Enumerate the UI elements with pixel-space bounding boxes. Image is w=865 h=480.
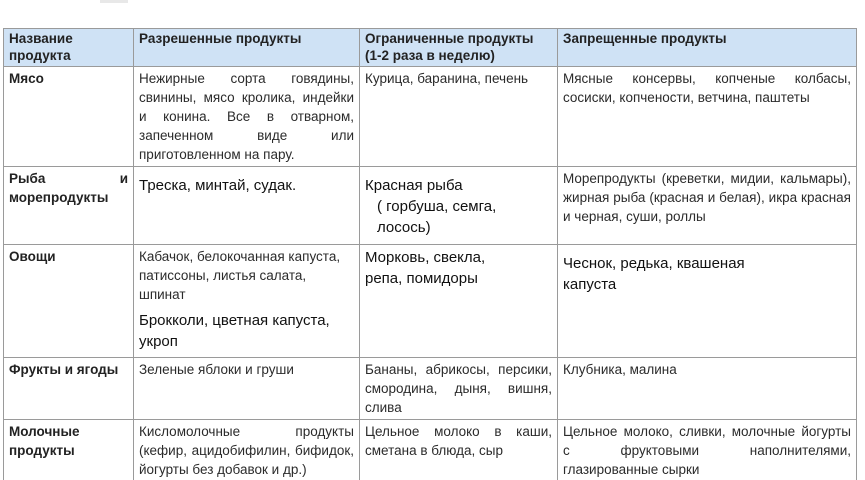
cell-limited-line2: репа, помидоры [365, 270, 478, 287]
cell-limited [360, 167, 558, 245]
header-limited: Ограниченные продукты (1-2 раза в неделю) [360, 29, 558, 67]
cell-name: Фрукты и ягоды [4, 358, 134, 420]
cell-allowed-text: Кабачок, белокочанная капуста, патиссоны, листья салата, шпинат [139, 249, 341, 302]
table-row-fish [4, 167, 857, 245]
cell-forbidden-line2: капуста [563, 276, 617, 293]
cell-forbidden-line1: Чеснок, редька, квашеная [563, 255, 745, 272]
diet-table [3, 28, 857, 480]
cell-forbidden: Клубника, малина [558, 358, 857, 420]
cell-forbidden: Цельное молоко, сливки, молочные йогурты с фруктовыми наполнителями, глазированные сырки [558, 420, 857, 480]
cell-limited [360, 245, 558, 358]
header-allowed: Разрешенные продукты [134, 29, 360, 67]
scan-artifact [100, 0, 128, 3]
cell-forbidden: Морепродукты (креветки, мидии, кальмары), жирная рыба (красная и белая), икра красная и черная, суши, роллы [558, 167, 857, 245]
cell-allowed [134, 245, 360, 358]
cell-limited-line2: ( горбуша, семга, лосось) [377, 198, 497, 236]
cell-name: Рыба и морепродукты [4, 167, 134, 245]
cell-limited: Курица, баранина, печень [360, 67, 558, 167]
header-forbidden: Запрещенные продукты [558, 29, 857, 67]
table-row-fruits [4, 358, 857, 420]
cell-name: Мясо [4, 67, 134, 167]
cell-limited: Цельное молоко в каши, сметана в блюда, сыр [360, 420, 558, 480]
table-row-meat [4, 67, 857, 167]
cell-forbidden: Мясные консервы, копченые колбасы, сосиски, копчености, ветчина, паштеты [558, 67, 857, 167]
cell-allowed [134, 167, 360, 245]
table-row-vegetables [4, 245, 857, 358]
cell-limited-line1: Морковь, свекла, [365, 249, 486, 266]
cell-allowed-extra: Брокколи, цветная капуста, укроп [139, 312, 330, 350]
cell-allowed: Зеленые яблоки и груши [134, 358, 360, 420]
cell-limited-line1: Красная рыба [365, 177, 463, 194]
cell-allowed: Кисломолочные продукты (кефир, ацидобифилин, бифидок, йогурты без добавок и др.) [134, 420, 360, 480]
header-name: Название продукта [4, 29, 134, 67]
cell-name: Овощи [4, 245, 134, 358]
cell-allowed-text: Треска, минтай, судак. [139, 177, 297, 194]
table-row-dairy [4, 420, 857, 480]
cell-limited: Бананы, абрикосы, персики, смородина, дыня, вишня, слива [360, 358, 558, 420]
cell-name: Молочные продукты [4, 420, 134, 480]
cell-allowed: Нежирные сорта говядины, свинины, мясо кролика, индейки и конина. Все в отварном, запеченном виде или приготовленном на пару. [134, 67, 360, 167]
header-row [4, 29, 857, 67]
cell-forbidden [558, 245, 857, 358]
